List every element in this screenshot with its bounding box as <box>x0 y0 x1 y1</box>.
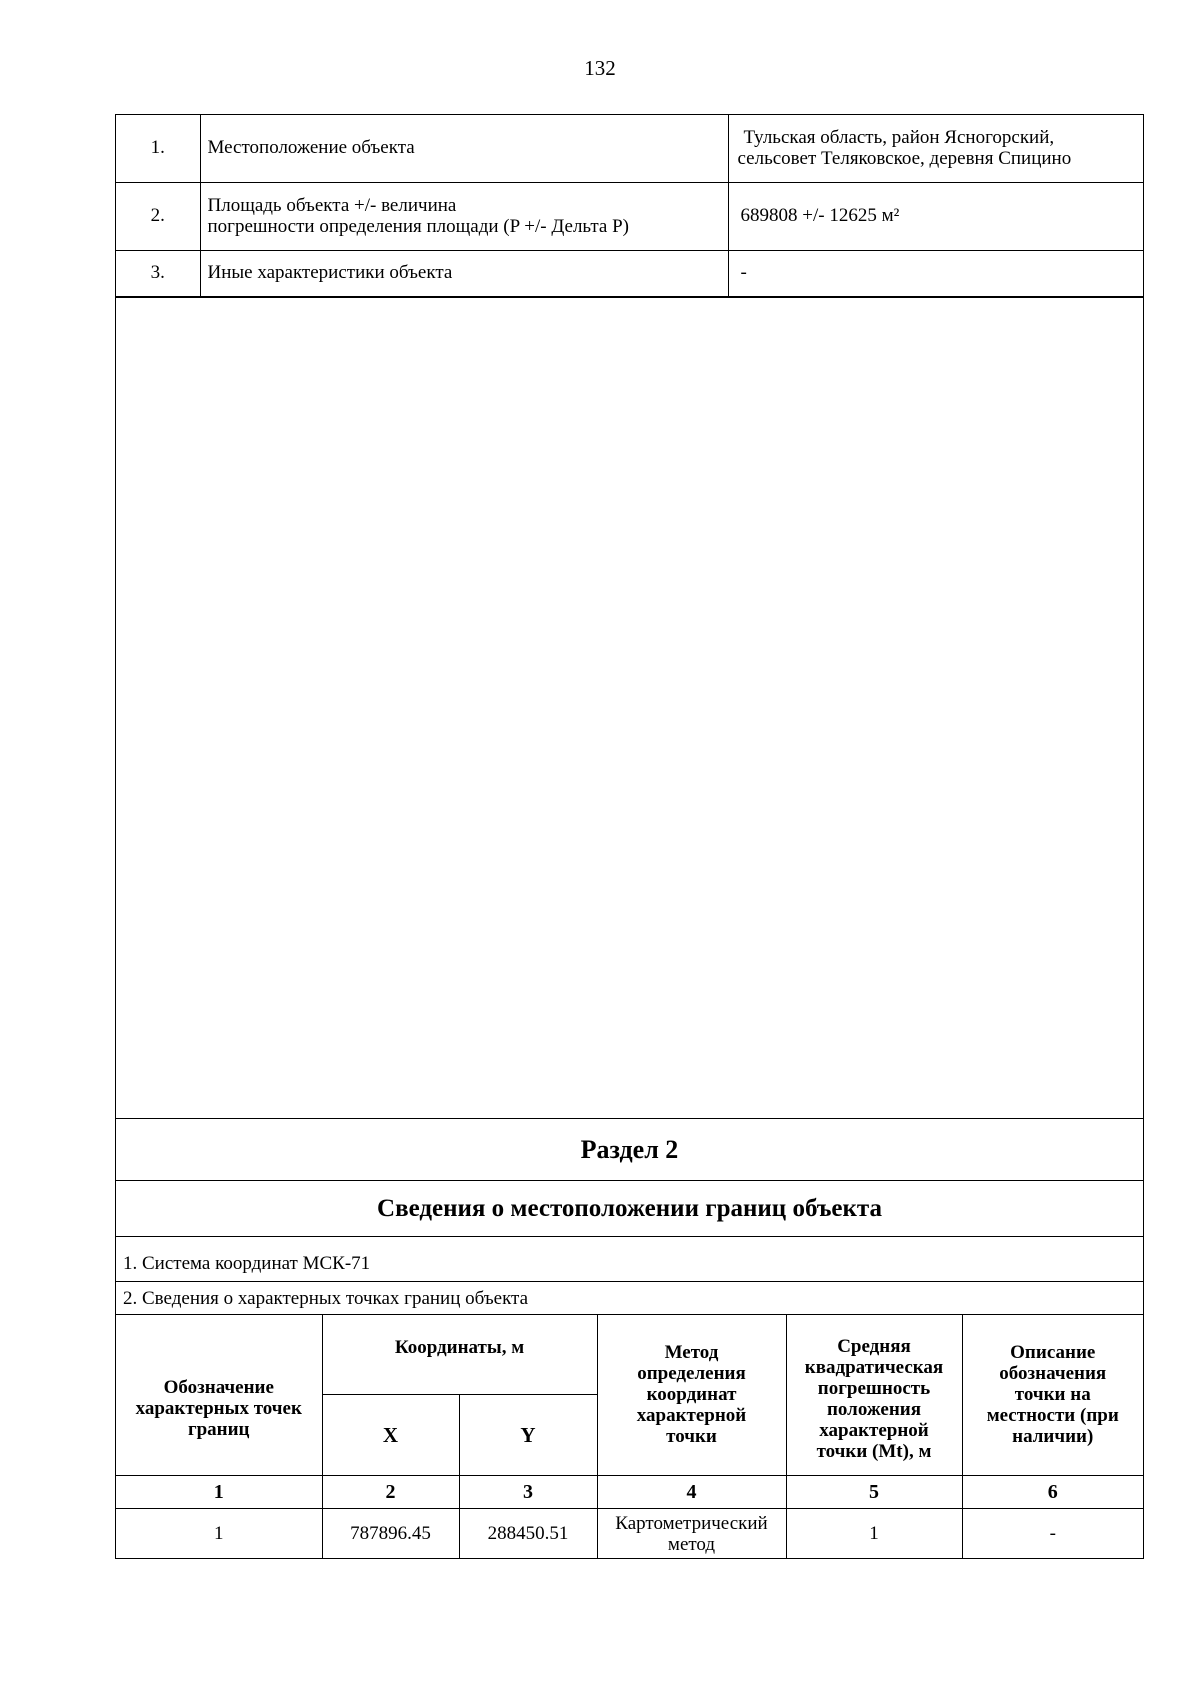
page-number: 132 <box>584 56 616 80</box>
description-header <box>962 1315 1143 1476</box>
name-line: погрешности определения площади (P +/- Дельта P) <box>207 216 629 237</box>
point-designation: 1 <box>116 1509 322 1559</box>
column-number: 4 <box>597 1476 786 1509</box>
method-line: Картометрический <box>615 1512 768 1534</box>
column-number-row <box>116 1476 1143 1509</box>
designation-header <box>116 1315 322 1476</box>
value-line: Тульская область, район Ясногорский, <box>743 127 1055 149</box>
table-row <box>116 250 1143 296</box>
value-line: сельсовет Теляковское, деревня Спицино <box>737 148 1072 170</box>
characteristic-value <box>728 115 1143 182</box>
table-row <box>116 182 1143 250</box>
empty-area <box>116 297 1143 1119</box>
header-line: Метод <box>664 1342 719 1364</box>
header-line: характерной <box>819 1419 929 1441</box>
x-header: X <box>322 1395 459 1476</box>
coordinate-system-line: 1. Система координат МСК-71 <box>116 1237 1143 1282</box>
characteristic-value: 689808 +/- 12625 м² <box>728 182 1143 250</box>
section-label: Раздел 2 <box>116 1119 1143 1181</box>
column-number: 2 <box>322 1476 459 1509</box>
boundary-points-table <box>116 1315 1143 1559</box>
header-line: характерной <box>636 1405 747 1427</box>
y-coordinate: 288450.51 <box>459 1509 597 1559</box>
points-heading-line: 2. Сведения о характерных точках границ объекта <box>116 1282 1143 1315</box>
header-line: квадратическая <box>804 1356 944 1378</box>
header-row <box>116 1315 1143 1395</box>
header-line: точки (Mt), м <box>816 1440 932 1462</box>
row-number: 3. <box>116 250 200 296</box>
header-line: Средняя <box>837 1335 911 1357</box>
header-line: погрешность <box>817 1377 931 1399</box>
column-number: 3 <box>459 1476 597 1509</box>
header-line: Описание <box>1010 1342 1096 1364</box>
header-line: координат <box>646 1384 737 1406</box>
header-line: наличии) <box>1012 1426 1094 1448</box>
header-line: границ <box>187 1419 250 1441</box>
method-header <box>597 1315 786 1476</box>
header-line: определения <box>637 1363 746 1385</box>
section-title: Сведения о местоположении границ объекта <box>116 1181 1143 1237</box>
characteristic-name: Местоположение объекта <box>200 115 728 182</box>
column-number: 1 <box>116 1476 322 1509</box>
header-line: точки на <box>1014 1384 1091 1406</box>
characteristic-value: - <box>728 250 1143 296</box>
characteristic-name: Иные характеристики объекта <box>200 250 728 296</box>
header-line: обозначения <box>999 1363 1107 1385</box>
coordinates-header: Координаты, м <box>322 1315 597 1395</box>
table-row <box>116 115 1143 182</box>
header-line: Обозначение <box>163 1377 274 1399</box>
method-value <box>597 1509 786 1559</box>
row-number: 2. <box>116 182 200 250</box>
characteristic-name <box>200 182 728 250</box>
header-line: положения <box>826 1398 922 1420</box>
x-coordinate: 787896.45 <box>322 1509 459 1559</box>
header-line: местности (при <box>986 1405 1119 1427</box>
header-line: характерных точек <box>135 1398 302 1420</box>
column-number: 6 <box>962 1476 1143 1509</box>
accuracy-header <box>786 1315 962 1476</box>
method-line: метод <box>667 1533 716 1555</box>
name-line: Площадь объекта +/- величина <box>207 195 457 216</box>
document-frame <box>115 114 1144 1559</box>
description-value: - <box>962 1509 1143 1559</box>
header-line: точки <box>666 1426 717 1448</box>
object-characteristics-table <box>116 115 1143 297</box>
column-number: 5 <box>786 1476 962 1509</box>
table-row <box>116 1509 1143 1559</box>
accuracy-value: 1 <box>786 1509 962 1559</box>
y-header: Y <box>459 1395 597 1476</box>
row-number: 1. <box>116 115 200 182</box>
